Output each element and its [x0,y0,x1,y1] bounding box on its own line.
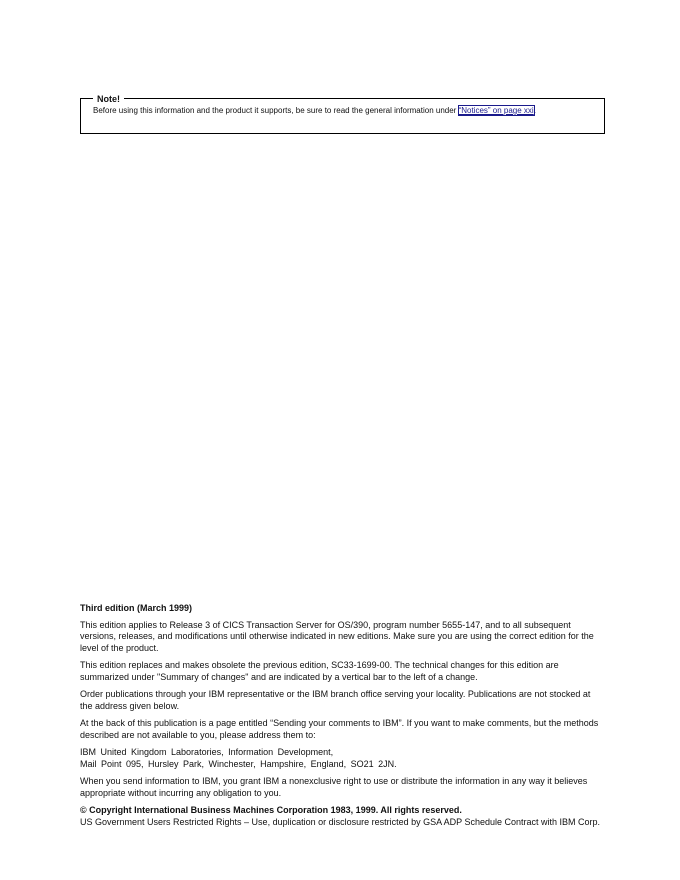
order-paragraph: Order publications through your IBM representative or the IBM branch office serving your locality. Publications are not stocked at the address given below. [80,689,591,711]
note-box [80,94,605,134]
note-text-after-link: . [533,106,536,115]
notices-link[interactable]: “Notices” on page xxi [458,106,534,115]
restricted-rights-notice: US Government Users Restricted Rights – Use, duplication or disclosure restricted by GSA ADP Schedule Contract with IBM Corp. [80,816,601,827]
address-line-2: Mail Point 095, Hursley Park, Winchester, Hampshire, England, SO21 2JN. [80,758,397,769]
comments-paragraph: At the back of this publication is a page entitled “Sending your comments to IBM”. If you want to make comments, but the methods described are not available to you, please address them to: [80,718,599,740]
address-line-1: IBM United Kingdom Laboratories, Information Development, [80,747,334,757]
note-text [93,105,563,116]
mailing-address [80,747,605,770]
grant-paragraph: When you send information to IBM, you grant IBM a nonexclusive right to use or distribute the information in any way it believes appropriate without incurring any obligation to you. [80,776,588,798]
edition-applies-paragraph: This edition applies to Release 3 of CICS Transaction Server for OS/390, program number 5655-147, and to all subsequent versions, releases, and modifications until otherwise indicated in new editions. Make sure you are using the correct edition for the level of the product. [80,619,594,653]
note-text-before-link: Before using this information and the product it supports, be sure to read the general information under [93,106,459,115]
edition-heading: Third edition (March 1999) [80,603,193,613]
copyright-notice: © Copyright International Business Machines Corporation 1983, 1999. All rights reserved. [80,805,462,815]
edition-replaces-paragraph: This edition replaces and makes obsolete the previous edition, SC33-1699-00. The technical changes for this edition are summarized under "Summary of changes" and are indicated by a vertical bar to the left of a change. [80,660,559,682]
note-title: Note! [93,94,124,105]
edition-notice [80,603,605,828]
